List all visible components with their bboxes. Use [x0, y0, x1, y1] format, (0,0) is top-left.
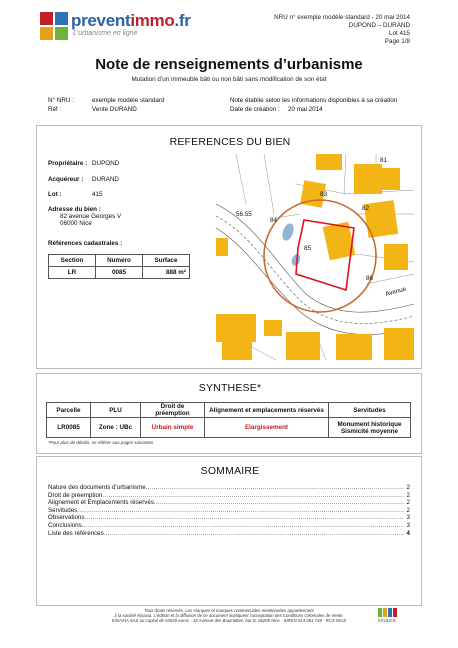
cadastre-numero: 0085 — [96, 267, 143, 279]
elevation-label: 56.55 — [236, 211, 252, 218]
syn-servitude-2: Sismicité moyenne — [340, 427, 399, 435]
syn-header-alignement: Alignement et emplacements réservés — [205, 403, 329, 418]
toc-item[interactable]: Droit de préemption ..... 2 — [48, 492, 410, 500]
adresse-line2: 06000 Nice — [60, 220, 92, 227]
synthese-row — [47, 418, 411, 438]
toc-item[interactable]: Conclusions ..... 3 — [48, 522, 410, 530]
cadastre-row — [49, 267, 190, 279]
syn-header-plu: PLU — [91, 403, 141, 418]
logo-brand: preventimmo.fr — [71, 11, 191, 30]
logo-tagline: L'urbanisme en ligne — [73, 30, 138, 37]
toc-item[interactable]: Nature des documents d’urbanisme ..... 2 — [48, 484, 410, 492]
toc-item[interactable]: Servitudes ..... 2 — [48, 507, 410, 515]
creation-note: Note établie selon les informations disponibles à sa création — [230, 97, 398, 104]
header-nru: NRU n° exemple modèle standard - 20 mai 2014 — [274, 14, 410, 21]
syn-header-preemption: Droit de préemption — [141, 403, 205, 418]
cadastre-section: LR — [49, 267, 96, 279]
parcel-label-84: 84 — [270, 217, 278, 224]
table-of-contents — [48, 484, 410, 537]
synthese-table — [46, 402, 411, 438]
nru-label: N° NRU : — [48, 97, 74, 104]
proprietaire-label: Propriétaire : — [48, 160, 88, 167]
proprietaire-value: DUPOND — [92, 160, 120, 167]
cadastre-table — [48, 254, 190, 279]
toc-item[interactable]: Alignement et Emplacements réservés ..... 2 — [48, 499, 410, 507]
header-page: Page 1/8 — [384, 38, 410, 45]
document-subtitle: Mutation d’un immeuble bâti ou non bâti sans modification de son état — [131, 76, 327, 83]
lot-label: Lot : — [48, 191, 62, 198]
sommaire-section-title: SOMMAIRE — [200, 465, 260, 477]
acquereur-value: DURAND — [92, 176, 119, 183]
date-value: 20 mai 2014 — [288, 106, 323, 113]
bien-section-title: REFERENCES DU BIEN — [169, 136, 291, 148]
cadastre-header-numero: Numéro — [96, 255, 143, 267]
syn-header-servitudes: Servitudes — [329, 403, 411, 418]
cadastre-header-section: Section — [49, 255, 96, 267]
adresse-line1: 82 avenue Georges V — [60, 213, 122, 220]
document-title: Note de renseignements d’urbanisme — [95, 56, 363, 73]
parcel-label-85: 85 — [304, 245, 312, 252]
synthese-note: *Pour plus de détails, se référer aux pages suivantes — [48, 440, 154, 445]
logo-mark-icon — [40, 12, 68, 40]
header-parties: DUPOND – DURAND — [348, 22, 410, 29]
syn-alignement: Elargissement — [205, 418, 329, 438]
nru-value: exemple modèle standard — [92, 97, 165, 104]
cadastre-header-surface: Surface — [143, 255, 190, 267]
cadastral-map — [216, 154, 414, 360]
ref-label: Réf : — [48, 106, 62, 113]
footer-line-3: KINAXIA SAS au capital de 53020 euros - 18 Avenue des Baumettes, bat D, 06200 Nice - SIREN 514 061 738 - RCS NICE — [111, 618, 347, 624]
syn-plu: Zone : UBc — [91, 418, 141, 438]
syn-header-parcelle: Parcelle — [47, 403, 91, 418]
lot-value: 415 — [92, 191, 103, 198]
preventimmo-logo — [40, 12, 191, 40]
footer-line-1: Tous droits réservés. Les marques et marques commerciales mentionnées appartiennent — [144, 608, 314, 613]
kinaxia-wordmark: kinaxia — [378, 618, 396, 624]
kinaxia-mark-icon — [372, 608, 402, 617]
cadastre-surface: 888 m² — [143, 267, 190, 279]
acquereur-label: Acquéreur : — [48, 176, 84, 183]
adresse-label: Adresse du bien : — [48, 206, 101, 213]
header-info — [274, 14, 410, 46]
toc-item[interactable]: Liste des références ..... 4 — [48, 530, 410, 538]
cadastre-label: Références cadastrales : — [48, 240, 123, 247]
parcel-label-86: 86 — [366, 275, 374, 282]
syn-servitude-1: Monument historique — [337, 420, 402, 428]
syn-preemption: Urbain simple — [141, 418, 205, 438]
kinaxia-logo — [372, 608, 402, 624]
syn-parcelle: LR0085 — [47, 418, 91, 438]
parcel-label-81: 81 — [380, 157, 388, 164]
ref-value: Vente DURAND — [92, 106, 137, 113]
parcel-label-82: 82 — [362, 205, 370, 212]
parcel-label-83: 83 — [320, 191, 328, 198]
legal-footer — [90, 608, 368, 624]
toc-item[interactable]: Observations ..... 3 — [48, 514, 410, 522]
street-label: Avenue — [384, 285, 408, 298]
footer-line-2: à la société Kinaxia. L’édition et la diffusion de ce document impliquent l’acceptation des Conditions Générales de Vente. — [114, 613, 344, 619]
syn-servitudes — [329, 418, 411, 438]
synthese-section-title: SYNTHESE* — [198, 382, 262, 394]
header-lot: Lot 415 — [388, 30, 410, 37]
date-label: Date de création : — [230, 106, 280, 113]
